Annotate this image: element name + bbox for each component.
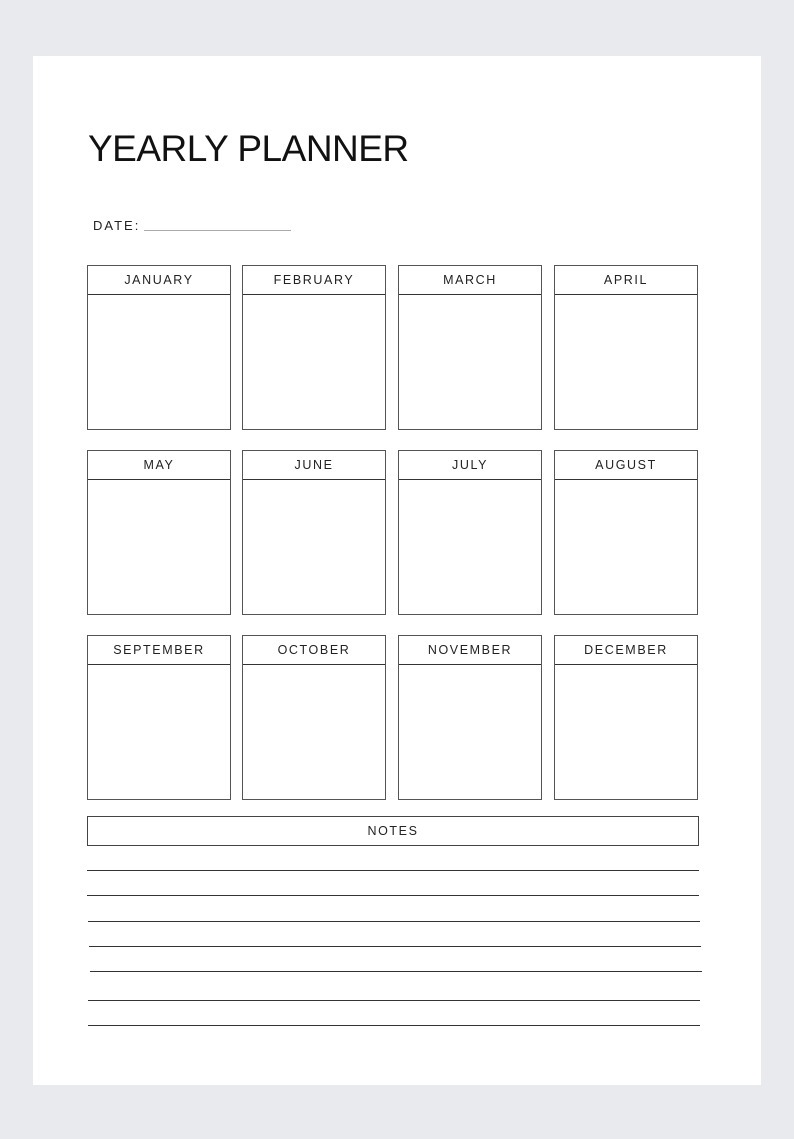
- month-box-july[interactable]: [398, 450, 542, 615]
- month-box-february[interactable]: [242, 265, 386, 430]
- notes-line[interactable]: [89, 946, 701, 947]
- notes-line[interactable]: [87, 870, 699, 871]
- month-label: SEPTEMBER: [88, 636, 230, 665]
- month-label: JANUARY: [88, 266, 230, 295]
- month-box-june[interactable]: [242, 450, 386, 615]
- notes-line[interactable]: [88, 921, 700, 922]
- month-label: JULY: [399, 451, 541, 480]
- date-field: [93, 216, 291, 232]
- month-box-december[interactable]: [554, 635, 698, 800]
- notes-line[interactable]: [87, 895, 699, 896]
- month-box-august[interactable]: [554, 450, 698, 615]
- month-label: MARCH: [399, 266, 541, 295]
- month-box-september[interactable]: [87, 635, 231, 800]
- month-label: OCTOBER: [243, 636, 385, 665]
- date-label: DATE:: [93, 218, 141, 233]
- month-label: NOVEMBER: [399, 636, 541, 665]
- planner-page: [33, 56, 761, 1085]
- notes-line[interactable]: [90, 971, 702, 972]
- month-label: MAY: [88, 451, 230, 480]
- month-label: AUGUST: [555, 451, 697, 480]
- month-box-march[interactable]: [398, 265, 542, 430]
- month-box-january[interactable]: [87, 265, 231, 430]
- month-box-october[interactable]: [242, 635, 386, 800]
- month-label: FEBRUARY: [243, 266, 385, 295]
- notes-header: NOTES: [87, 816, 699, 846]
- month-box-may[interactable]: [87, 450, 231, 615]
- date-line[interactable]: [144, 230, 291, 231]
- page-title: YEARLY PLANNER: [88, 128, 409, 169]
- month-label: APRIL: [555, 266, 697, 295]
- notes-line[interactable]: [88, 1025, 700, 1026]
- month-label: JUNE: [243, 451, 385, 480]
- month-box-november[interactable]: [398, 635, 542, 800]
- notes-line[interactable]: [88, 1000, 700, 1001]
- month-label: DECEMBER: [555, 636, 697, 665]
- month-box-april[interactable]: [554, 265, 698, 430]
